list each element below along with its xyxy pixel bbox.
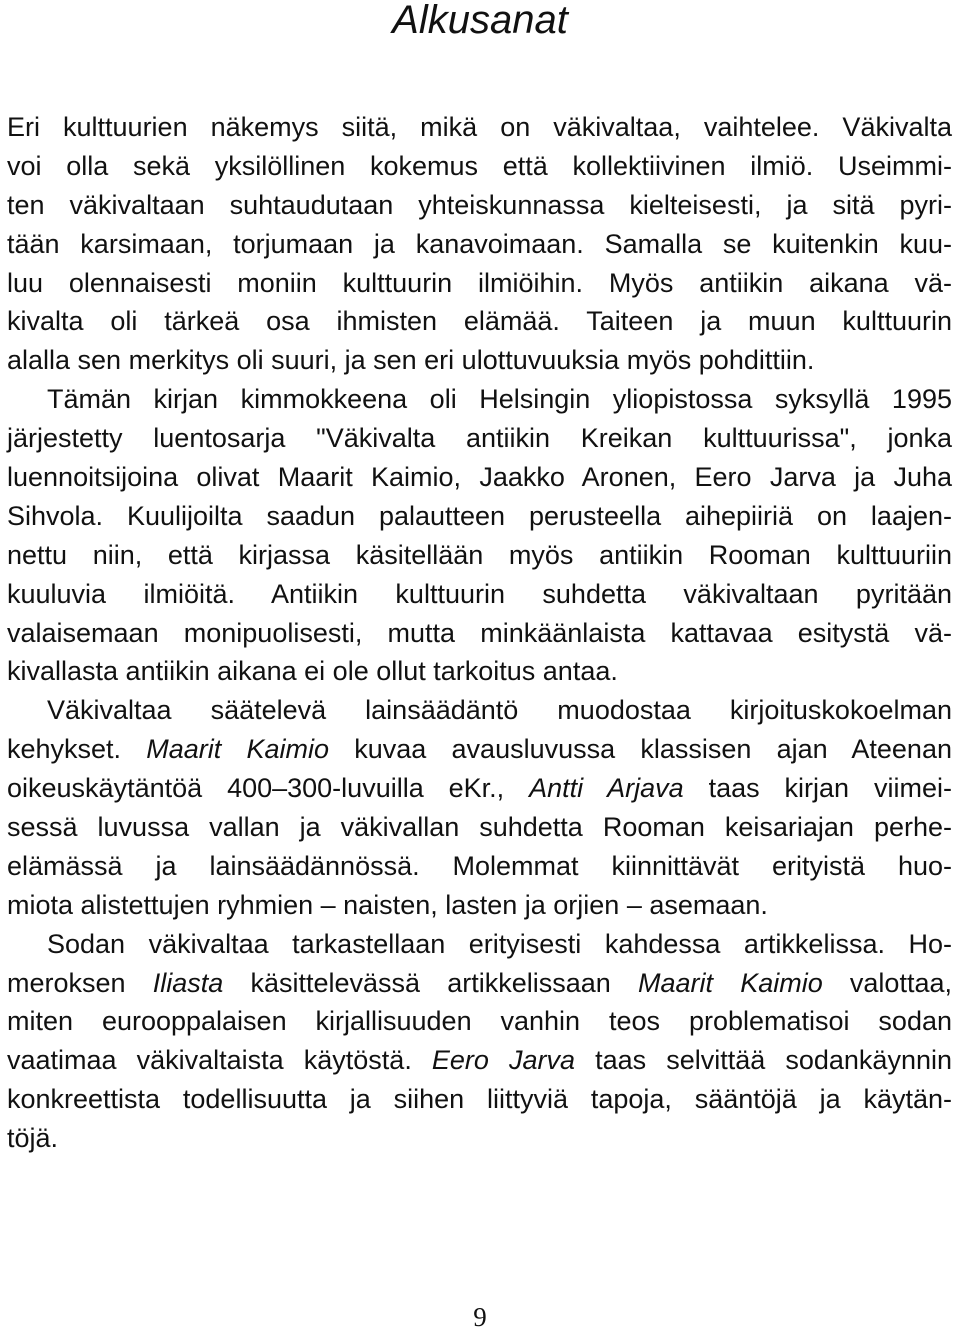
page-number: 9	[473, 1302, 487, 1332]
text-segment: kehykset.	[7, 734, 147, 765]
text-segment: meroksen	[7, 967, 153, 998]
text-line: alalla sen merkitys oli suuri, ja sen eri ulottuvuuksia myös pohdittiin.	[7, 345, 815, 376]
text-line: Tämän kirjan kimmokkeena oli Helsingin yliopistossa syksyllä 1995	[47, 384, 952, 415]
text-line: miota alistettujen ryhmien – naisten, lasten ja orjien – asemaan.	[7, 889, 768, 920]
author-name: Eero Jarva	[431, 1045, 576, 1076]
text-line	[7, 769, 952, 808]
text-segment: vaatimaa väkivaltaista käytöstä.	[7, 1045, 432, 1076]
text-line: ten väkivaltaan suhtaudutaan yhteiskunnassa kielteisesti, ja sitä pyri-	[7, 189, 952, 220]
text-line: luennoitsijoina olivat Maarit Kaimio, Jaakko Aronen, Eero Jarva ja Juha	[7, 462, 952, 493]
text-line: Väkivaltaa säätelevä lainsäädäntö muodostaa kirjoituskokoelman	[47, 695, 952, 726]
page-title: Alkusanat	[392, 0, 568, 42]
text-line: sessä luvussa vallan ja väkivallan suhdetta Rooman keisariajan perhe-	[7, 812, 952, 843]
text-line: kivallasta antiikin aikana ei ole ollut tarkoitus antaa.	[7, 656, 618, 687]
text-segment: taas kirjan viimei-	[683, 773, 952, 804]
text-line: konkreettista todellisuutta ja siihen liittyviä tapoja, sääntöjä ja käytän-	[7, 1084, 952, 1115]
text-line: töjä.	[7, 1123, 59, 1154]
text-segment: oikeuskäytäntöä 400–300-luvuilla eKr.,	[7, 773, 530, 804]
work-title: Iliasta	[152, 967, 224, 998]
author-name: Maarit Kaimio	[146, 734, 330, 765]
text-line: luu olennaisesti moniin kulttuurin ilmiöihin. Myös antiikin aikana vä-	[7, 267, 952, 298]
text-line: kuuluvia ilmiöitä. Antiikin kulttuurin suhdetta väkivaltaan pyritään	[7, 578, 952, 609]
text-segment: käsittelevässä artikkelissaan	[223, 967, 638, 998]
text-line: Sodan väkivaltaa tarkastellaan erityisesti kahdessa artikkelissa. Ho-	[47, 928, 952, 959]
text-line	[7, 1041, 952, 1080]
text-line	[7, 730, 952, 769]
author-name: Maarit Kaimio	[638, 967, 823, 998]
text-segment: kuvaa avausluvussa klassisen ajan Ateenan	[329, 734, 952, 765]
text-line	[7, 964, 952, 1003]
text-line: valaisemaan monipuolisesti, mutta minkäänlaista kattavaa esitystä vä-	[7, 617, 952, 648]
text-segment: taas selvittää sodankäynnin	[575, 1045, 952, 1076]
text-line: Eri kulttuurien näkemys siitä, mikä on väkivaltaa, vaihtelee. Väkivalta	[7, 112, 952, 142]
text-segment: valottaa,	[822, 967, 952, 998]
preface-body	[7, 108, 952, 1158]
text-line: elämässä ja lainsäädännössä. Molemmat kiinnittävät erityistä huo-	[7, 850, 952, 881]
text-line: kivalta oli tärkeä osa ihmisten elämää. Taiteen ja muun kulttuurin	[7, 306, 952, 337]
text-line: järjestetty luentosarja "Väkivalta antiikin Kreikan kulttuurissa", jonka	[7, 423, 952, 454]
text-line: tään karsimaan, torjumaan ja kanavoimaan. Samalla se kuitenkin kuu-	[7, 228, 952, 259]
text-line: Sihvola. Kuulijoilta saadun palautteen perusteella aihepiiriä on laajen-	[7, 500, 952, 531]
text-line: miten eurooppalaisen kirjallisuuden vanhin teos problematisoi sodan	[7, 1006, 952, 1037]
text-line: voi olla sekä yksilöllinen kokemus että kollektiivinen ilmiö. Useimmi-	[7, 150, 952, 181]
author-name: Antti Arjava	[529, 773, 684, 804]
text-line: nettu niin, että kirjassa käsitellään myös antiikin Rooman kulttuuriin	[7, 539, 952, 570]
